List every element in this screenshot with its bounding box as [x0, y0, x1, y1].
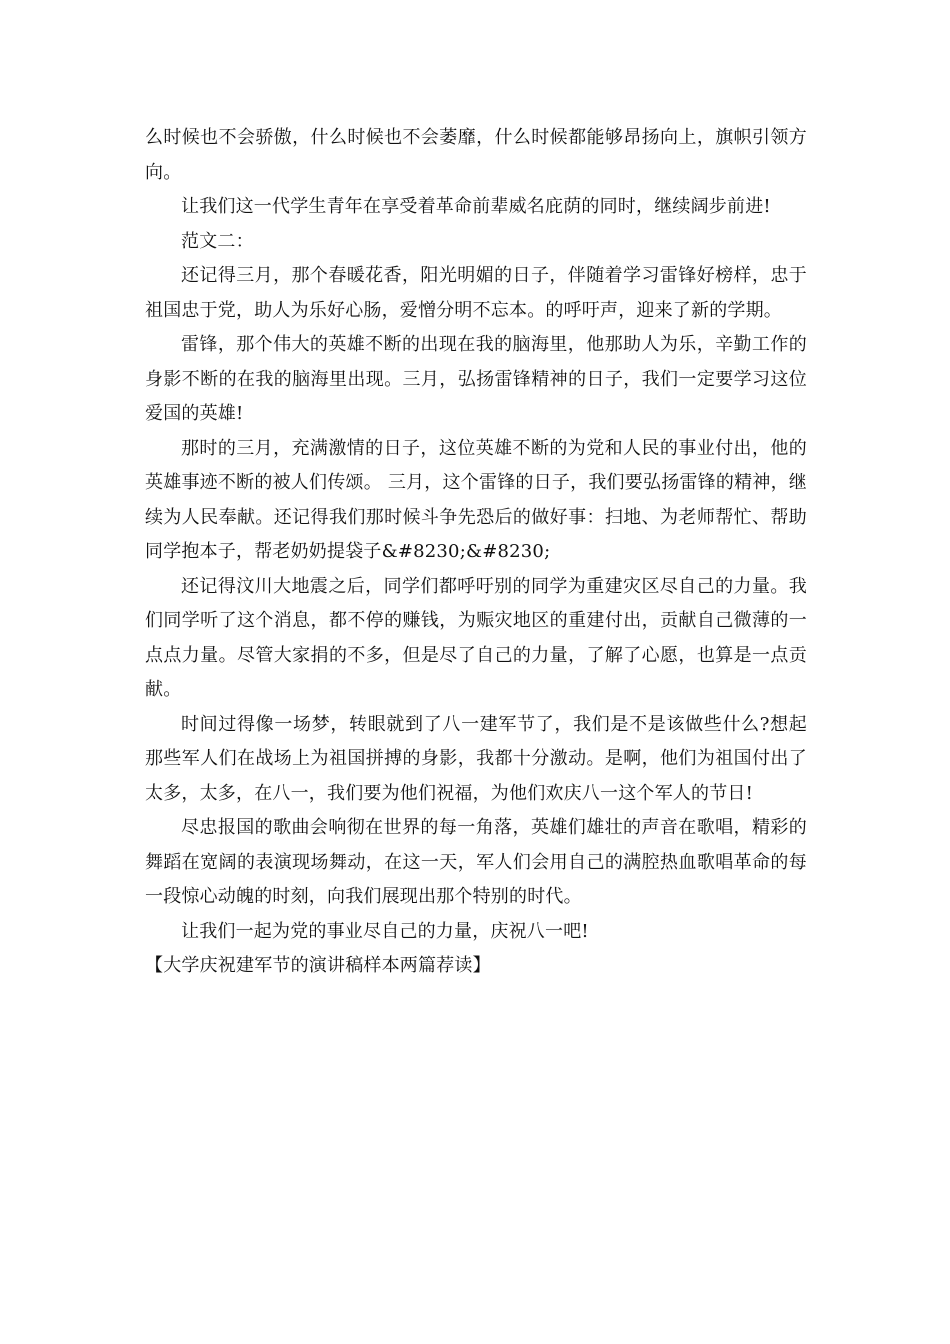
paragraph-march-memory: 还记得三月，那个春暖花香，阳光明媚的日子，伴随着学习雷锋好榜样，忠于祖国忠于党，助人为乐好心肠，爱憎分明不忘本。的呼吁声，迎来了新的学期。 — [145, 265, 807, 321]
document-footer-title: 【大学庆祝建军节的演讲稿样本两篇荐读】 — [145, 955, 491, 976]
paragraph-continuation: 么时候也不会骄傲，什么时候也不会萎靡，什么时候都能够昂扬向上，旗帜引领方向。 — [145, 127, 807, 183]
paragraph-final-call: 让我们一起为党的事业尽自己的力量，庆祝八一吧! — [181, 920, 589, 942]
document-page — [145, 121, 807, 984]
section-heading: 范文二： — [181, 230, 254, 252]
paragraph-earthquake: 还记得汶川大地震之后，同学们都呼吁别的同学为重建灾区尽自己的力量。我们同学听了这个消息，都不停的赚钱，为赈灾地区的重建付出，贡献自己微薄的一点点力量。尽管大家捐的不多，但是尽了自己的力量，了解了心愿，也算是一点贡献。 — [145, 575, 807, 700]
paragraph-good-deeds: 那时的三月，充满激情的日子，这位英雄不断的为党和人民的事业付出，他的英雄事迹不断的被人们传颂。 三月，这个雷锋的日子，我们要弘扬雷锋的精神，继续为人民奉献。还记得我们那时候斗争先恐后的做好事：扫地、为老师帮忙、帮助同学抱本子，帮老奶奶提袋子&#8230;&#8230; — [145, 437, 807, 562]
paragraph-army-day: 时间过得像一场梦，转眼就到了八一建军节了，我们是不是该做些什么?想起那些军人们在战场上为祖国拼搏的身影，我都十分激动。是啊，他们为祖国付出了太多，太多，在八一，我们要为他们祝福，为他们欢庆八一这个军人的节日! — [145, 713, 807, 804]
paragraph-lei-feng: 雷锋，那个伟大的英雄不断的出现在我的脑海里，他那助人为乐，辛勤工作的身影不断的在我的脑海里出现。三月，弘扬雷锋精神的日子，我们一定要学习这位爱国的英雄! — [145, 334, 807, 424]
paragraph-songs: 尽忠报国的歌曲会响彻在世界的每一角落，英雄们雄壮的声音在歌唱，精彩的舞蹈在宽阔的表演现场舞动，在这一天，军人们会用自己的满腔热血歌唱革命的每一段惊心动魄的时刻，向我们展现出那个特别的时代。 — [145, 817, 807, 907]
paragraph-closing-line: 让我们这一代学生青年在享受着革命前辈威名庇荫的同时，继续阔步前进! — [181, 196, 771, 217]
